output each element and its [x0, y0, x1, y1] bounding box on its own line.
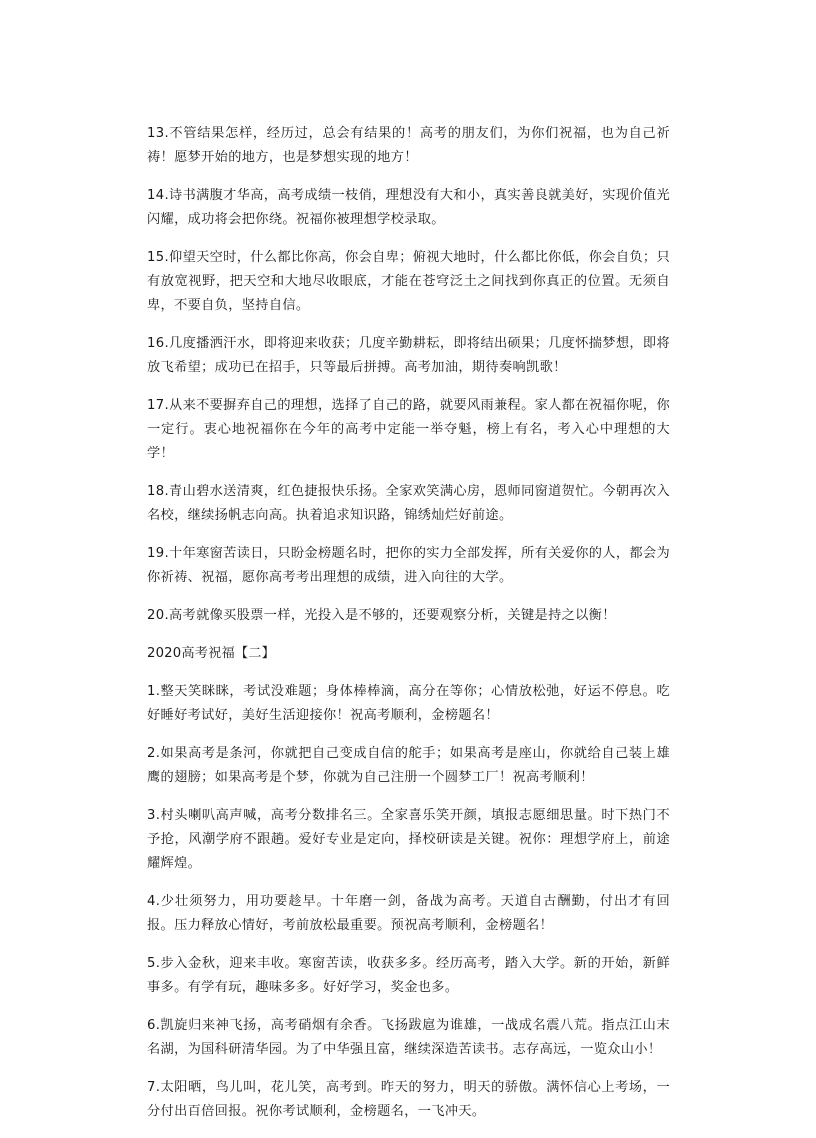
- paragraph-13: 13.不管结果怎样，经历过，总会有结果的！高考的朋友们，为你们祝福，也为自己祈祷！愿梦开始的地方，也是梦想实现的地方！: [147, 126, 670, 165]
- paragraph-b1: 1.整天笑眯眯，考试没难题；身体棒棒滴，高分在等你；心情放松弛，好运不停息。吃好睡好考试好，美好生活迎接你！祝高考顺利，金榜题名！: [147, 684, 670, 723]
- paragraph-b5: 5.步入金秋，迎来丰收。寒窗苦读，收获多多。经历高考，踏入大学。新的开始，新鲜事多。有学有玩，趣味多多。好好学习，奖金也多。: [147, 956, 670, 995]
- paragraph-b2: 2.如果高考是条河，你就把自己变成自信的舵手；如果高考是座山，你就给自己装上雄鹰的翅膀；如果高考是个梦，你就为自己注册一个圆梦工厂！祝高考顺利！: [147, 746, 670, 785]
- paragraph-16: 16.几度播洒汗水，即将迎来收获；几度辛勤耕耘，即将结出硕果；几度怀揣梦想，即将放飞希望；成功已在招手，只等最后拼搏。高考加油，期待奏响凯歌！: [147, 336, 670, 375]
- paragraph-15: 15.仰望天空时，什么都比你高，你会自卑；俯视大地时，什么都比你低，你会自负；只有放宽视野，把天空和大地尽收眼底，才能在苍穹泛土之间找到你真正的位置。无须自卑，不要自负，坚持自信。: [147, 250, 670, 313]
- paragraph-b3: 3.村头喇叭高声喊，高考分数排名三。全家喜乐笑开颜，填报志愿细思量。时下热门不予抢，风潮学府不跟趟。爱好专业是定向，择校研读是关键。祝你：理想学府上，前途耀辉煌。: [147, 808, 670, 871]
- paragraph-b6: 6.凯旋归来神飞扬，高考硝烟有余香。飞扬跋扈为谁雄，一战成名震八荒。指点江山末名湖，为国科研清华园。为了中华强且富，继续深造苦读书。志存高远，一览众山小！: [147, 1018, 670, 1057]
- paragraph-17: 17.从来不要摒弃自己的理想，选择了自己的路，就要风雨兼程。家人都在祝福你呢，你一定行。衷心地祝福你在今年的高考中定能一举夺魁，榜上有名，考入心中理想的大学！: [147, 398, 670, 461]
- document-page: [147, 122, 670, 1138]
- paragraph-19: 19.十年寒窗苦读日，只盼金榜题名时，把你的实力全部发挥，所有关爱你的人，都会为你祈祷、祝福，愿你高考考出理想的成绩，进入向往的大学。: [147, 546, 670, 585]
- section-heading: 2020高考祝福【二】: [147, 646, 276, 661]
- paragraph-18: 18.青山碧水送清爽，红色捷报快乐扬。全家欢笑满心房，恩师同窗道贺忙。今朝再次入名校，继续扬帆志向高。执着追求知识路，锦绣灿烂好前途。: [147, 484, 670, 523]
- paragraph-b4: 4.少壮须努力，用功要趁早。十年磨一剑，备战为高考。天道自古酬勤，付出才有回报。压力释放心情好，考前放松最重要。预祝高考顺利，金榜题名！: [147, 894, 670, 933]
- paragraph-14: 14.诗书满腹才华高，高考成绩一枝俏，理想没有大和小，真实善良就美好，实现价值光闪耀，成功将会把你绕。祝福你被理想学校录取。: [147, 188, 670, 227]
- paragraph-b7: 7.太阳晒，鸟儿叫，花儿笑，高考到。昨天的努力，明天的骄傲。满怀信心上考场，一分付出百倍回报。祝你考试顺利，金榜题名，一飞冲天。: [147, 1080, 670, 1119]
- paragraph-20: 20.高考就像买股票一样，光投入是不够的，还要观察分析，关键是持之以衡！: [147, 608, 616, 623]
